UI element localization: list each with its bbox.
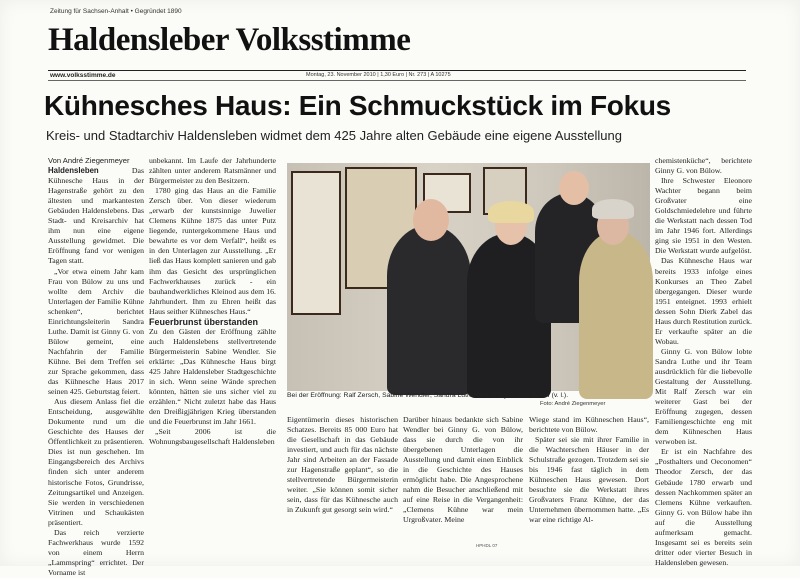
- article-dateline: Haldensleben: [48, 166, 99, 176]
- article-column-6: [655, 156, 753, 567]
- person-head: [559, 171, 589, 205]
- person-figure: [387, 225, 471, 395]
- article-headline: Kühnesches Haus: Ein Schmuckstück im Fokus: [44, 90, 671, 121]
- article-paragraph: Später sei sie mit ihrer Familie in die Wachterschen Häuser in der Schulstraße gezogen. Trotzdem sei sie bis 1946 fast täglich in dem Kühneschen Haus gewesen. Dort besuchte sie die Werkstatt ihres Großvaters Franz Kühne, der das Unternehmen übernommen hatte. „Es war eine richtige Al-: [529, 435, 649, 525]
- article-column-2: [149, 156, 276, 546]
- article-paragraph: Das Kühnesche Haus in der Hagenstraße gehört zu den ältesten und markantesten Gebäuden Haldenslebens. Das Stadt- und Kreisarchiv hat ihm nun eine eigene Ausstellung gewidmet. Die Eröffnung fand vor wenigen Tagen statt.: [48, 166, 144, 266]
- person-hair: [488, 201, 534, 223]
- article-paragraph: Er ist ein Nachfahre des „Posthalters und Oeconomen“ Theodor Zersch, der das Gebäude 1780 erwarb und dessen Nachkommen später an Clemens Kühne verkauften. Ginny G. von Bülow habe ihn auf die Ausstellung aufmerksam gemacht. Insgesamt sei es bereits sein dritter oder vierter Besuch in Haldensleben gewesen.: [655, 447, 752, 567]
- article-subhead: Kreis- und Stadtarchiv Haldensleben widmet dem 425 Jahre alten Gebäude eine eigene Ausstellung: [46, 128, 622, 143]
- footer-code: HPHDL 07: [476, 543, 498, 548]
- article-paragraph: Ihre Schwester Eleonore Wachter begann beim Großvater eine Goldschmiedelehre und führte die Werkstatt nach dessen Tod im Jahr 1946 fort. Allerdings ging sie 1951 in den Westen. Die Werkstatt wurde aufgelöst.: [655, 176, 752, 256]
- photo-credit: Foto: André Ziegenmeyer: [540, 401, 606, 407]
- issue-info: Montag, 23. November 2010 | 1,30 Euro | Nr. 273 | A 10275: [306, 72, 451, 78]
- article-column-5: [529, 415, 649, 543]
- article-paragraph: „Vor etwa einem Jahr kam Frau von Bülow zu uns und wollte dem Archiv die Unterlagen der Familie Kühne schenken“, berichtet Einrichtungsleiterin Sandra Luthe. Damit ist Ginny G. von Bülow gemeint, eine Nachfahrin der Familie Kühne. Bei dem Treffen sei zur Sprache gekommen, dass das Kühnesche Haus 2017 seinen 425. Geburtstag feiert.: [48, 266, 144, 397]
- photo-caption: Bei der Eröffnung: Ralf Zersch, Sabine Wendler, Sandra Luthe und Ginny G. von Bülow (v. l.).: [287, 392, 569, 399]
- person-head: [413, 199, 449, 241]
- article-paragraph: Aus diesem Anlass fiel die Entscheidung, ausgewählte Dokumente rund um die Geschichte des Hauses der Öffentlichkeit zu präsentieren. Dies ist nun geschehen. Im Eingangsbereich des Archivs finden sich unter anderem historische Fotos, Grundrisse, Zeitungsartikel und Anzeigen. Sie werden in verschiedenen Vitrinen und Schaukästen präsentiert.: [48, 397, 144, 527]
- article-paragraph: unbekannt. Im Laufe der Jahrhunderte zählten unter anderem Ratsmänner und Bürgermeister zu den Besitzern.: [149, 156, 276, 186]
- paper-tagline: Zeitung für Sachsen-Anhalt • Gegründet 1890: [50, 8, 182, 15]
- article-paragraph: „Seit 2006 ist die Wohnungsbaugesellschaft Haldensleben: [149, 427, 276, 447]
- article-paragraph: chemistenküche“, berichtete Ginny G. von Bülow.: [655, 156, 752, 176]
- article-paragraph: Ginny G. von Bülow lobte Sandra Luthe und ihr Team ausdrücklich für die liebevolle Gestaltung der Ausstellung. Mit Ralf Zersch war ein weiterer Gast bei der Eröffnung zugegen, dessen Familiengeschichte eng mit dem Kühneschen Haus verwoben ist.: [655, 346, 752, 447]
- person-hair: [592, 199, 634, 219]
- paper-masthead: Haldensleber Volksstimme: [48, 22, 411, 58]
- article-paragraph: Das reich verzierte Fachwerkhaus wurde 1592 von einem Herrn „Lammspring“ errichtet. Der Vorname ist: [48, 527, 144, 577]
- article-column-4: [403, 415, 523, 543]
- article-paragraph: Zu den Gästen der Eröffnung zählte auch Haldenslebens stellvertretende Bürgermeisterin Sabine Wendler. Sie erklärte: „Das Kühnesche Haus birgt 425 Jahre Haldensleber Stadtgeschichte in sich. Wenn seine Wände sprechen könnten, hätten sie uns sicher viel zu erzählen.“ Nicht zuletzt habe das Haus den Dreißigjährigen Krieg überstanden und die Feuerbrunst im Jahr 1661.: [149, 326, 276, 427]
- article-paragraph: Das Kühnesche Haus war bereits 1933 infolge eines Konkurses an Theo Zabel übergegangen. Dieser wurde 1951 enteignet. 1993 erhielt dessen Sohn Dierk Zabel das Haus durch Restitution zurück. Er verkaufte später an die Wobau.: [655, 256, 753, 346]
- article-column-1: [48, 156, 144, 577]
- person-figure: [579, 231, 653, 399]
- paper-website: www.volksstimme.de: [50, 72, 116, 79]
- article-photo: [287, 163, 650, 391]
- article-column-3: [287, 415, 398, 543]
- framed-picture: [291, 171, 341, 315]
- article-paragraph: Darüber hinaus bedankte sich Sabine Wendler bei Ginny G. von Bülow, dass sie durch die von ihr übergebenen Unterlagen die Ausstellung und damit einen Einblick in die Geschichte des Hauses ermöglicht habe. Die Angesprochene nahm die Besucher anschließend mit auf eine Reise in die Vergangenheit: „Clemens Kühne war mein Urgroßvater. Meine: [403, 415, 523, 525]
- article-paragraph: Eigentümerin dieses historischen Schatzes. Bereits 85 000 Euro hat die Gesellschaft in das Gebäude investiert, und auch für das nächste Jahr sind Arbeiten an der Fassade zur Hagenstraße geplant“, so die stellvertretende Bürgermeisterin weiter. „Sie können somit sicher sein, dass für das Kühnesche auch in Zukunft gut gesorgt sein wird.“: [287, 415, 398, 515]
- subsection-heading: Feuerbrunst überstanden: [149, 316, 259, 327]
- article-paragraph: 1780 ging das Haus an die Familie Zersch über. Von dieser wiederum „erwarb der kunstsinnige Juwelier Clemens Kühne 1875 das unter Putz liegende, runtergekommene Haus und bewahrte es vor dem Verfall“, heißt es in den Unterlagen zur Ausstellung. „Er ließ das Haus komplett sanieren und gab ihm das Gesicht des ursprünglichen Fachwerkhauses zurück - ein bauhandwerkliches Kleinod aus dem 16. Jahrhundert. Ihm zu Ehren heißt das Haus seither Kühnesches Haus.“: [149, 186, 276, 316]
- article-paragraph: Wiege stand im Kühneschen Haus“, berichtete von Bülow.: [529, 415, 649, 435]
- masthead-bar: [48, 70, 746, 81]
- article-byline: Von André Ziegenmeyer: [48, 156, 130, 165]
